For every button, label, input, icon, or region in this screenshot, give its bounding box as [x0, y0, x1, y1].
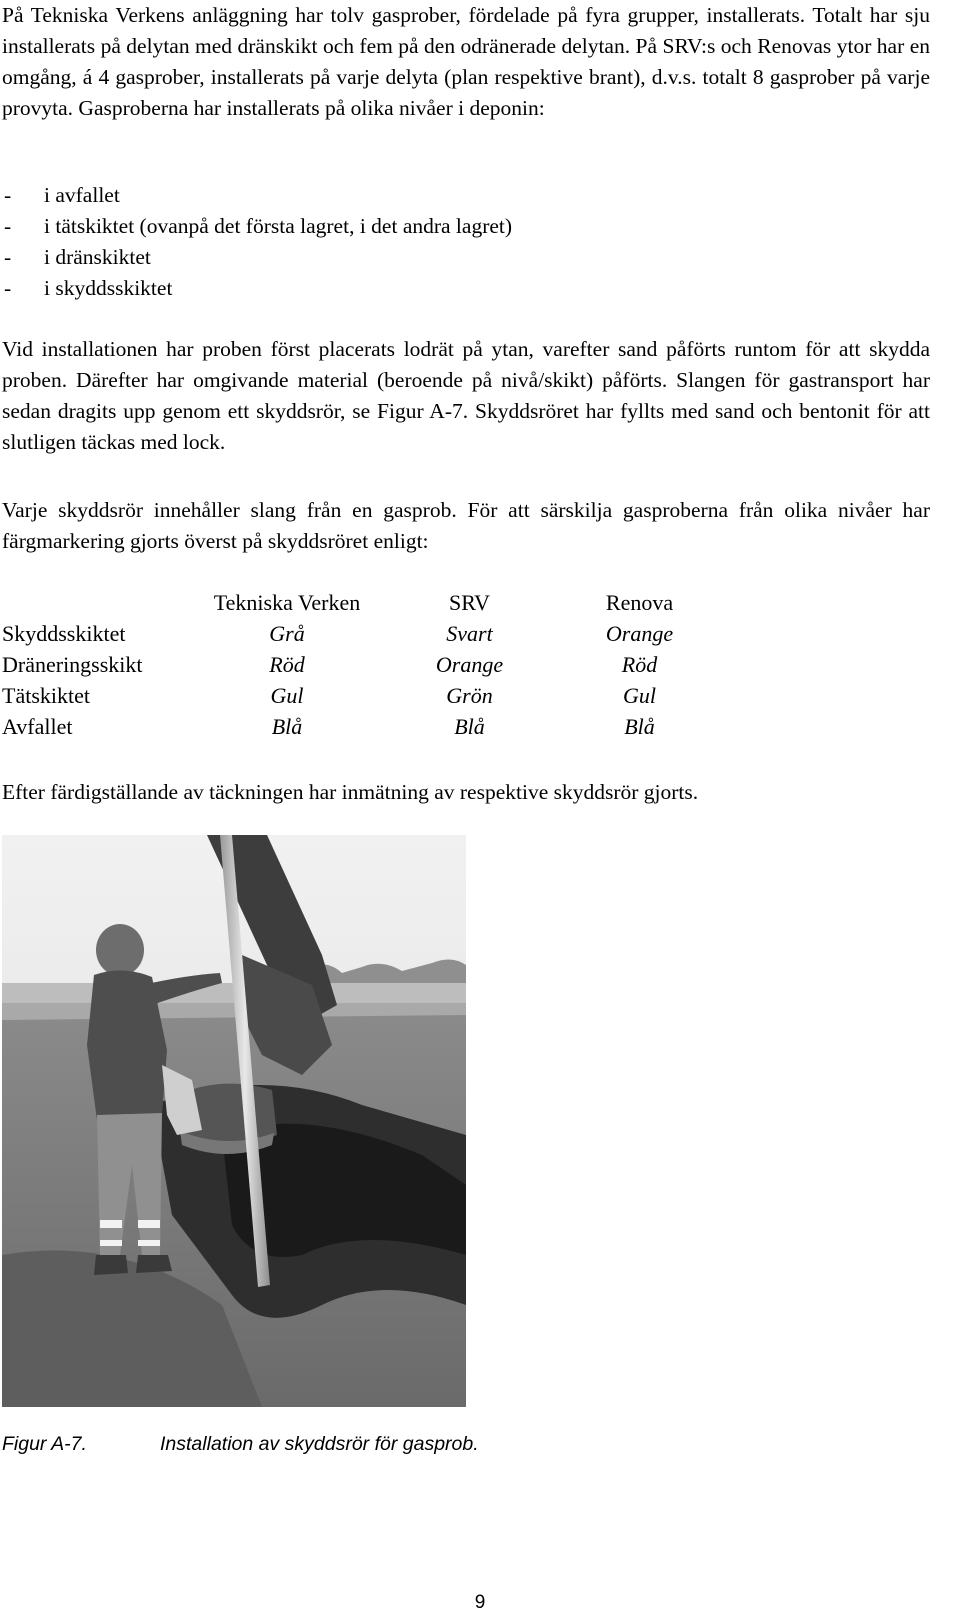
installation-photo	[2, 835, 466, 1407]
table-header	[2, 587, 192, 618]
installation-paragraph: Vid installationen har proben först placerats lodrät på ytan, varefter sand påförts runtom för att skydda proben. Därefter har omgivande material (beroende på nivå/skikt) påförts. Slangen för gastransport har sedan dragits upp genom ett skyddsrör, se Figur A-7. Skyddsröret har fyllts med sand och bentonit för att slutligen täckas med lock.	[2, 337, 930, 454]
figure-number: Figur A-7.	[2, 1433, 87, 1455]
list-item	[2, 242, 512, 273]
marking-paragraph: Varje skyddsrör innehåller slang från en gasprob. För att särskilja gasproberna från olika nivåer har färgmarkering gjorts överst på skyddsröret enligt:	[2, 498, 930, 553]
intro-paragraph: På Tekniska Verkens anläggning har tolv gasprober, fördelade på fyra grupper, installerats. Totalt har sju installerats på delytan med dränskikt och fem på den odränerade delytan. På SRV:s och Renovas ytor har en omgång, á 4 gasprober, installerats på varje delyta (plan respektive brant), d.v.s. totalt 8 gasprober på varje provyta. Gasproberna har installerats på olika nivåer i deponin:	[2, 3, 930, 120]
table-cell: Orange	[435, 651, 504, 677]
table-cell: Gul	[270, 682, 304, 708]
table-row	[2, 649, 722, 680]
list-item-text: i avfallet	[44, 183, 120, 207]
layer-name: Skyddsskiktet	[2, 620, 126, 646]
table-cell: Svart	[446, 620, 493, 646]
list-item	[2, 180, 512, 211]
list-item-text: i dränskiktet	[44, 245, 151, 269]
table-header: Renova	[605, 589, 674, 615]
list-item-text: i tätskiktet (ovanpå det första lagret, i det andra lagret)	[44, 214, 513, 238]
table-cell: Gul	[623, 682, 656, 708]
table-cell: Blå	[624, 713, 655, 739]
layer-name: Avfallet	[2, 713, 73, 739]
table-row	[2, 680, 722, 711]
table-cell: Röd	[269, 651, 305, 677]
table-cell: Blå	[271, 713, 303, 739]
table-cell: Orange	[605, 620, 674, 646]
levels-list	[2, 180, 512, 304]
list-dash: -	[4, 183, 12, 207]
table-row	[2, 618, 722, 649]
list-item	[2, 211, 512, 242]
table-header-row	[2, 587, 722, 618]
table-cell: Grön	[446, 682, 493, 708]
table-header: Tekniska Verken	[213, 589, 361, 615]
page-number: 9	[474, 1592, 486, 1613]
table-cell: Grå	[269, 620, 305, 646]
color-marking-table	[2, 587, 722, 742]
layer-name: Tätskiktet	[2, 682, 90, 708]
table-cell: Röd	[621, 651, 658, 677]
table-row	[2, 711, 722, 742]
list-dash: -	[4, 276, 12, 300]
list-item-text: i skyddsskiktet	[44, 276, 173, 300]
figure-caption-text: Installation av skyddsrör för gasprob.	[160, 1433, 479, 1455]
table-cell: Blå	[454, 713, 485, 739]
list-item	[2, 273, 512, 304]
layer-name: Dräneringsskikt	[2, 651, 143, 677]
list-dash: -	[4, 214, 12, 238]
table-header: SRV	[448, 589, 491, 615]
closing-paragraph: Efter färdigställande av täckningen har inmätning av respektive skyddsrör gjorts.	[2, 780, 699, 804]
list-dash: -	[4, 245, 12, 269]
